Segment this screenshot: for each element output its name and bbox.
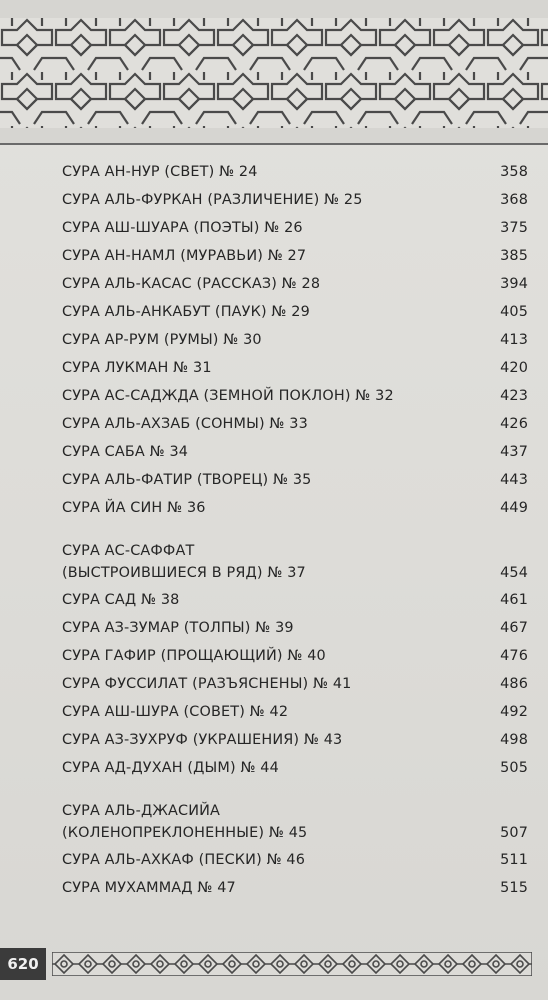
toc-entry-page: 505 (500, 760, 528, 776)
toc-entry[interactable] (62, 669, 530, 699)
toc-entry-title (62, 543, 306, 581)
toc-entry[interactable] (62, 381, 530, 411)
toc-entry-page: 437 (500, 444, 528, 460)
toc-entry[interactable] (62, 789, 530, 841)
toc-entry-page: 486 (500, 676, 528, 692)
toc-entry-title: СУРА АЛЬ-АХКАФ (ПЕСКИ) № 46 (62, 852, 306, 868)
ornament-pattern-top (0, 18, 548, 128)
toc-entry-page: 423 (500, 388, 528, 404)
ornament-pattern-bottom (52, 952, 532, 976)
toc-entry[interactable] (62, 409, 530, 439)
toc-entry-page: 467 (500, 620, 528, 636)
toc-entry-page: 426 (500, 416, 528, 432)
toc-entry-title: СУРА ГАФИР (ПРОЩАЮЩИЙ) № 40 (62, 648, 326, 664)
toc-entry-title: СУРА АЛЬ-ФАТИР (ТВОРЕЦ) № 35 (62, 472, 312, 488)
toc-entry-title-line1: СУРА АЛЬ-ДЖАСИЙА (62, 803, 221, 819)
toc-entry[interactable] (62, 697, 530, 727)
toc-entry-page: 375 (500, 220, 528, 236)
toc-entry-title: СУРА АН-НАМЛ (МУРАВЬИ) № 27 (62, 248, 307, 264)
toc-entry-title: СУРА ФУССИЛАТ (РАЗЪЯСНЕНЫ) № 41 (62, 676, 352, 692)
toc-entry[interactable] (62, 725, 530, 755)
toc-entry[interactable] (62, 641, 530, 671)
ornamental-header (0, 0, 548, 145)
toc-entry-title: СУРА АР-РУМ (РУМЫ) № 30 (62, 332, 262, 348)
toc-entry-page: 511 (500, 852, 528, 868)
toc-entry[interactable] (62, 213, 530, 243)
toc-entry-title: СУРА АЗ-ЗУМАР (ТОЛПЫ) № 39 (62, 620, 294, 636)
toc-entry-page: 454 (500, 565, 528, 581)
toc-entry[interactable] (62, 353, 530, 383)
toc-entry-title: СУРА АН-НУР (СВЕТ) № 24 (62, 164, 258, 180)
toc-entry-title: СУРА АЛЬ-АХЗАБ (СОНМЫ) № 33 (62, 416, 308, 432)
toc-entry-title: СУРА АЛЬ-КАСАС (РАССКАЗ) № 28 (62, 276, 321, 292)
toc-entry-page: 405 (500, 304, 528, 320)
toc-entry[interactable] (62, 241, 530, 271)
toc-entry[interactable] (62, 269, 530, 299)
toc-entry[interactable] (62, 613, 530, 643)
toc-entry-title-line2: (ВЫСТРОИВШИЕСЯ В РЯД) № 37 (62, 565, 306, 581)
toc-entry-title: СУРА АД-ДУХАН (ДЫМ) № 44 (62, 760, 279, 776)
toc-entry-page: 358 (500, 164, 528, 180)
page-number-badge: 620 (0, 948, 46, 980)
toc-entry-title: СУРА АЛЬ-ФУРКАН (РАЗЛИЧЕНИЕ) № 25 (62, 192, 363, 208)
toc-entry-page: 492 (500, 704, 528, 720)
toc-entry[interactable] (62, 437, 530, 467)
toc-entry-page: 476 (500, 648, 528, 664)
toc-entry-title: СУРА ЙА СИН № 36 (62, 500, 206, 516)
toc-entry-title: СУРА АШ-ШУАРА (ПОЭТЫ) № 26 (62, 220, 303, 236)
toc-entry[interactable] (62, 753, 530, 783)
toc-entry-title-line2: (КОЛЕНОПРЕКЛОНЕННЫЕ) № 45 (62, 825, 308, 841)
toc-entry-title (62, 803, 307, 841)
toc-entry-title: СУРА АШ-ШУРА (СОВЕТ) № 42 (62, 704, 289, 720)
toc-entry-page: 507 (500, 825, 528, 841)
toc-entry-title: СУРА АЛЬ-АНКАБУТ (ПАУК) № 29 (62, 304, 310, 320)
toc-entry-page: 413 (500, 332, 528, 348)
toc-entry-page: 461 (500, 592, 528, 608)
toc-entry-title-line1: СУРА АС-САФФАТ (62, 543, 195, 559)
toc-entry-page: 515 (500, 880, 528, 896)
toc-entry[interactable] (62, 185, 530, 215)
toc-entry-title: СУРА АЗ-ЗУХРУФ (УКРАШЕНИЯ) № 43 (62, 732, 343, 748)
toc-entry-page: 449 (500, 500, 528, 516)
toc-entry[interactable] (62, 157, 530, 187)
toc-entry-page: 498 (500, 732, 528, 748)
toc-entry-title: СУРА САБА № 34 (62, 444, 189, 460)
toc-entry-title: СУРА АС-САДЖДА (ЗЕМНОЙ ПОКЛОН) № 32 (62, 388, 394, 404)
toc-entry-page: 420 (500, 360, 528, 376)
toc-entry[interactable] (62, 465, 530, 495)
toc-entry[interactable] (62, 529, 530, 581)
toc-entry-page: 368 (500, 192, 528, 208)
toc-entry[interactable] (62, 493, 530, 523)
toc-entry-title: СУРА САД № 38 (62, 592, 180, 608)
toc-entry-page: 385 (500, 248, 528, 264)
toc-entry[interactable] (62, 873, 530, 903)
toc-entry-page: 443 (500, 472, 528, 488)
toc-entry-title: СУРА ЛУКМАН № 31 (62, 360, 212, 376)
toc-entry-page: 394 (500, 276, 528, 292)
toc-entry[interactable] (62, 297, 530, 327)
toc-entry[interactable] (62, 845, 530, 875)
toc-entry[interactable] (62, 325, 530, 355)
toc-entry-title: СУРА МУХАММАД № 47 (62, 880, 236, 896)
toc-entry[interactable] (62, 585, 530, 615)
